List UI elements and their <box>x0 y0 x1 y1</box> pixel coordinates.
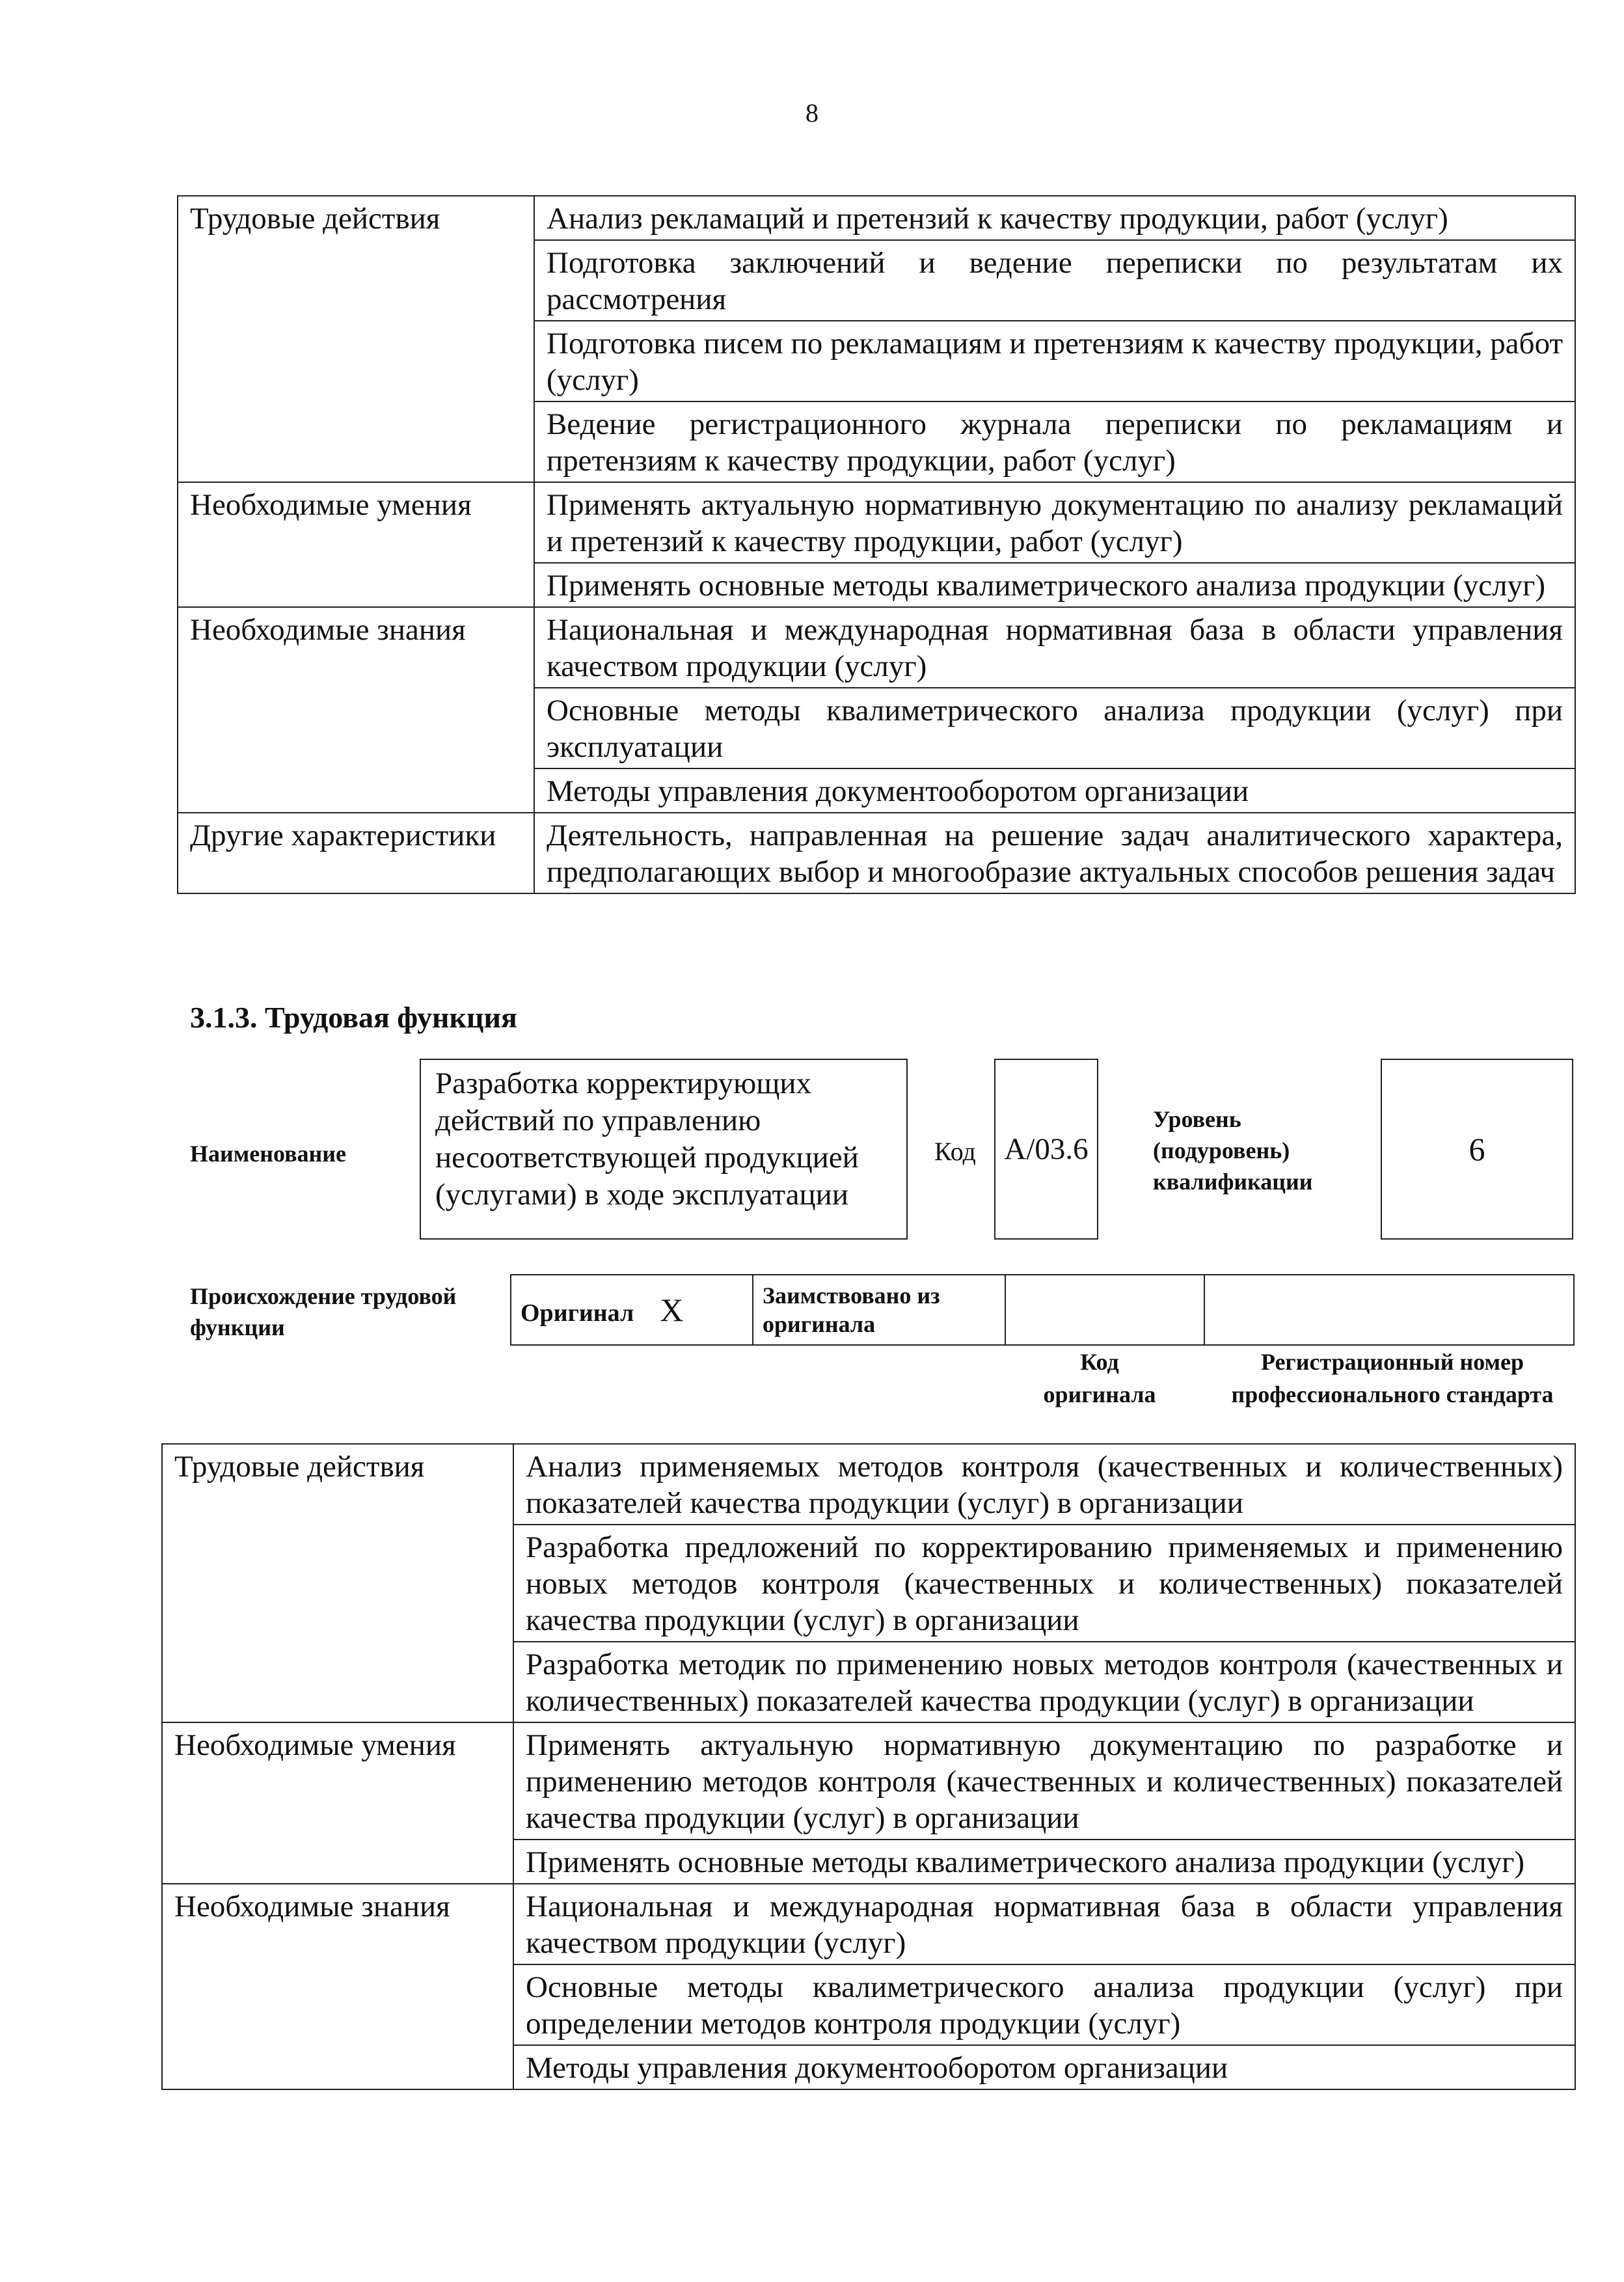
origin-code-cell <box>1005 1275 1204 1345</box>
labor-function-table-previous <box>177 195 1576 894</box>
table-row <box>178 196 1575 240</box>
table-cell: Деятельность, направленная на решение задач аналитического характера, предполагающих выбор и многообразие актуальных способов решения задач <box>534 813 1575 893</box>
level-label-line-3: квалификации <box>1153 1169 1313 1195</box>
table-cell: Разработка предложений по корректированию применяемых и применению новых методов контроля (качественных и количественных) показателей качества продукции (услуг) в организации <box>513 1525 1575 1642</box>
table-cell: Подготовка заключений и ведение переписки по результатам их рассмотрения <box>534 240 1575 321</box>
qualification-level-box: 6 <box>1381 1059 1573 1240</box>
table-row <box>178 813 1575 893</box>
origin-label-line-1: Происхождение трудовой <box>190 1283 457 1309</box>
section-heading: 3.1.3. Трудовая функция <box>190 1001 517 1034</box>
table-cell: Применять актуальную нормативную документацию по анализу рекламаций и претензий к качеству продукции, работ (услуг) <box>534 482 1575 563</box>
page-number: 8 <box>805 98 819 128</box>
table-cell: Применять основные методы квалиметрического анализа продукции (услуг) <box>534 563 1575 607</box>
table-cell: Методы управления документооборотом организации <box>534 768 1575 813</box>
table-row <box>178 482 1575 563</box>
labor-function-table-3-1-3 <box>161 1443 1576 2090</box>
qualification-level-label <box>1153 1104 1313 1197</box>
name-label: Наименование <box>190 1141 346 1167</box>
origin-label <box>190 1281 456 1343</box>
origin-borrowed-cell <box>753 1275 1005 1345</box>
table-cell: Применять актуальную нормативную документацию по разработке и применению методов контроля (качественных и количественных) показателей качества продукции (услуг) в организации <box>513 1722 1575 1840</box>
table-row <box>162 1722 1575 1840</box>
table-cell: Основные методы квалиметрического анализа продукции (услуг) при эксплуатации <box>534 688 1575 768</box>
original-label: Оригинал <box>521 1299 634 1327</box>
reg-caption-line-1: Регистрационный номер <box>1260 1349 1524 1375</box>
origin-reg-caption <box>1210 1346 1575 1411</box>
code-label: Код <box>934 1137 976 1166</box>
table-cell: Основные методы квалиметрического анализа продукции (услуг) при определении методов контроля продукции (услуг) <box>513 1964 1575 2045</box>
original-mark: X <box>660 1292 684 1328</box>
origin-reg-number-cell <box>1204 1275 1574 1345</box>
table-cell: Анализ рекламаций и претензий к качеству продукции, работ (услуг) <box>534 196 1575 240</box>
row-header: Трудовые действия <box>162 1444 513 1722</box>
origin-table <box>510 1274 1575 1346</box>
borrowed-label-line-2: оригинала <box>763 1311 876 1337</box>
code-caption-line-1: Код <box>1080 1349 1119 1375</box>
table-cell: Разработка методик по применению новых методов контроля (качественных и количественных) показателей качества продукции (услуг) в организации <box>513 1642 1575 1722</box>
table-row <box>162 1444 1575 1525</box>
borrowed-label-line-1: Заимствовано из <box>763 1283 940 1309</box>
row-header: Необходимые умения <box>178 482 534 607</box>
row-header: Трудовые действия <box>178 196 534 482</box>
table-cell: Национальная и международная нормативная база в области управления качеством продукции (услуг) <box>534 607 1575 688</box>
table-cell: Применять основные методы квалиметрического анализа продукции (услуг) <box>513 1840 1575 1884</box>
reg-caption-line-2: профессионального стандарта <box>1231 1381 1554 1407</box>
table-cell: Подготовка писем по рекламациям и претензиям к качеству продукции, работ (услуг) <box>534 321 1575 401</box>
function-code-box: А/03.6 <box>994 1059 1098 1240</box>
level-label-line-2: (подуровень) <box>1153 1137 1290 1163</box>
origin-original-cell <box>511 1275 753 1345</box>
level-label-line-1: Уровень <box>1153 1106 1241 1132</box>
row-header: Необходимые знания <box>178 607 534 813</box>
row-header: Необходимые знания <box>162 1884 513 2089</box>
table-row <box>178 607 1575 688</box>
table-row <box>162 1884 1575 1964</box>
table-cell: Национальная и международная нормативная база в области управления качеством продукции (услуг) <box>513 1884 1575 1964</box>
table-body <box>178 196 1575 893</box>
row-header: Другие характеристики <box>178 813 534 893</box>
code-caption-line-2: оригинала <box>1043 1381 1156 1407</box>
origin-code-caption <box>1015 1346 1184 1411</box>
table-body <box>162 1444 1575 2089</box>
origin-label-line-2: функции <box>190 1314 285 1340</box>
table-cell: Ведение регистрационного журнала переписки по рекламациям и претензиям к качеству продукции, работ (услуг) <box>534 401 1575 482</box>
row-header: Необходимые умения <box>162 1722 513 1884</box>
table-cell: Методы управления документооборотом организации <box>513 2045 1575 2089</box>
function-name-box: Разработка корректирующих действий по управлению несоответствующей продукцией (услугами) в ходе эксплуатации <box>420 1059 908 1240</box>
table-cell: Анализ применяемых методов контроля (качественных и количественных) показателей качества продукции (услуг) в организации <box>513 1444 1575 1525</box>
